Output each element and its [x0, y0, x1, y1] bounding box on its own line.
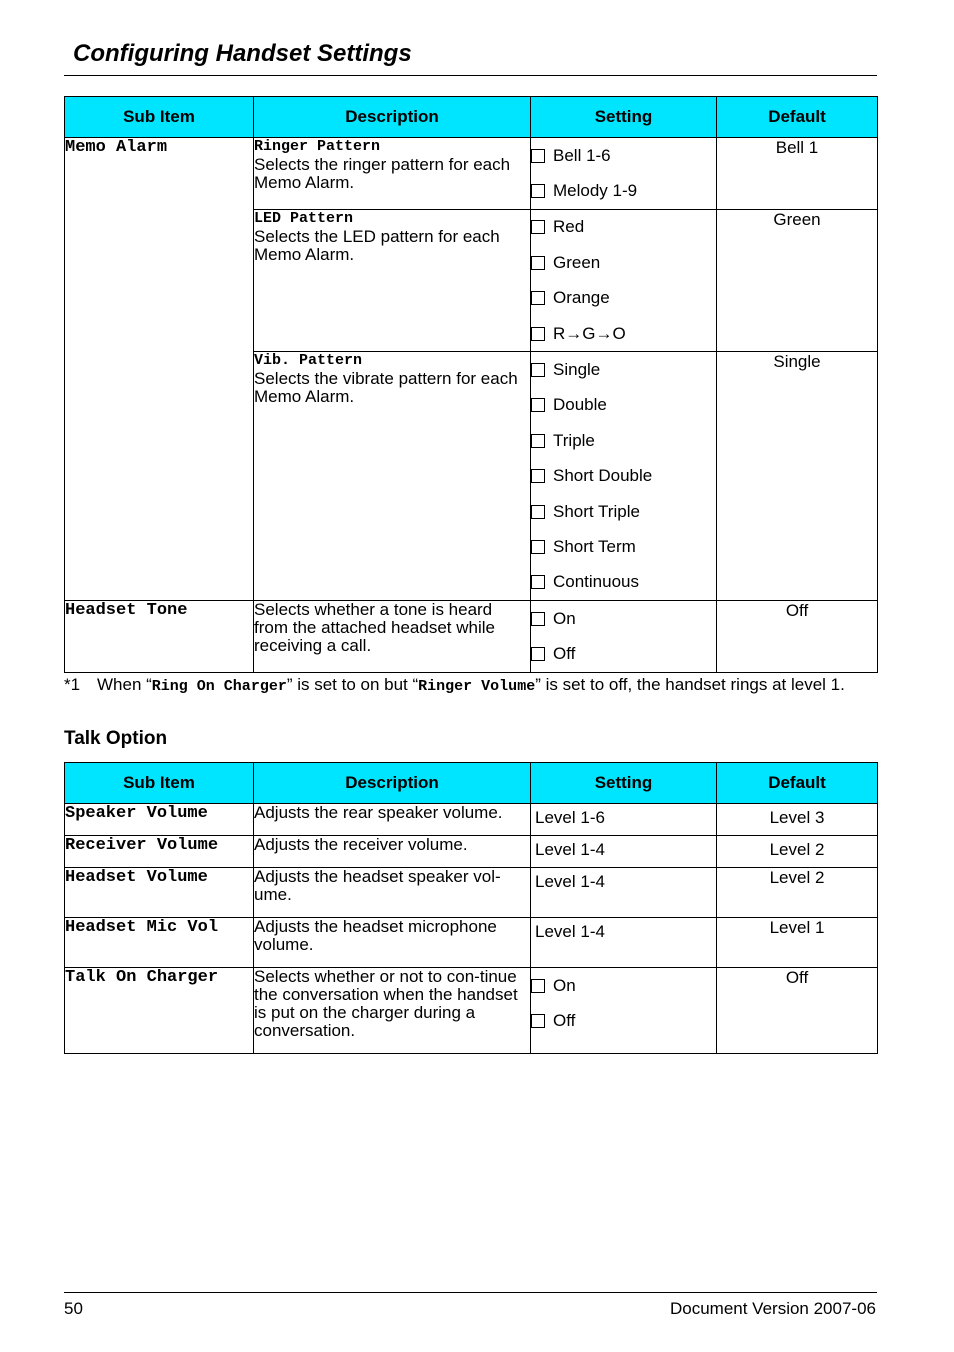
option[interactable] [531, 173, 716, 208]
column-header-default: Default [717, 97, 878, 138]
sub-item-memo-alarm: Memo Alarm [65, 138, 254, 601]
checkbox[interactable] [531, 505, 545, 519]
table-row [65, 868, 878, 918]
title-rule [64, 75, 877, 76]
checkbox[interactable] [531, 184, 545, 198]
table-row [65, 138, 878, 210]
footnote-text-part: When “ [97, 675, 152, 694]
checkbox[interactable] [531, 220, 545, 234]
page-title: Configuring Handset Settings [73, 40, 412, 67]
option[interactable] [531, 138, 716, 173]
setting-options [531, 601, 717, 673]
section-title: Talk Option [64, 728, 168, 749]
checkbox[interactable] [531, 647, 545, 661]
column-header-description: Description [254, 763, 531, 804]
default-value: Bell 1 [717, 138, 878, 210]
setting-options [531, 352, 717, 601]
option[interactable] [531, 352, 716, 387]
footnote-mark: *1 [64, 675, 81, 694]
option[interactable] [531, 245, 716, 280]
option[interactable] [531, 565, 716, 600]
option[interactable] [531, 423, 716, 458]
sub-item-headset-tone: Headset Tone [65, 601, 254, 673]
footnote-text [97, 674, 877, 697]
item-name: LED Pattern [254, 209, 354, 227]
sub-item: Speaker Volume [65, 804, 254, 836]
description-cell [254, 138, 531, 210]
checkbox[interactable] [531, 612, 545, 626]
default-value: Off [717, 601, 878, 673]
description-cell: Adjusts the rear speaker volume. [254, 804, 531, 836]
description-cell [254, 601, 531, 673]
default-value: Single [717, 352, 878, 601]
checkbox[interactable] [531, 363, 545, 377]
column-header-sub-item: Sub Item [65, 97, 254, 138]
item-description: Selects the vibrate pattern for each Memo Alarm. [254, 369, 518, 407]
setting-value: Level 1-4 [531, 918, 717, 968]
default-value: Green [717, 209, 878, 352]
item-name: Vib. Pattern [254, 352, 363, 370]
default-value: Level 2 [717, 836, 878, 868]
column-header-description: Description [254, 97, 531, 138]
footer-rule [64, 1292, 877, 1293]
column-header-default: Default [717, 763, 878, 804]
option[interactable] [531, 1003, 716, 1038]
footnote-code: Ringer Volume [418, 678, 536, 695]
description-cell: Adjusts the headset microphone volume. [254, 918, 531, 968]
option-label: Orange [553, 288, 610, 308]
option[interactable] [531, 494, 716, 529]
option[interactable] [531, 388, 716, 423]
option-label: Short Term [553, 536, 636, 556]
sub-item: Receiver Volume [65, 836, 254, 868]
option-label: Short Double [553, 466, 653, 486]
option-label: R→G→O [553, 323, 626, 343]
setting-value: Level 1-6 [531, 804, 717, 836]
default-value: Level 2 [717, 868, 878, 918]
header-row [65, 763, 878, 804]
document-version: Document Version 2007-06 [669, 1299, 876, 1318]
setting-value: Level 1-4 [531, 836, 717, 868]
table-row [65, 601, 878, 673]
item-name: Ringer Pattern [254, 138, 381, 155]
checkbox[interactable] [531, 256, 545, 270]
option-label: Double [553, 395, 607, 415]
table-row [65, 804, 878, 836]
description-cell: Selects whether or not to con-tinue the conversation when the handset is put on the charger during a conversation. [254, 968, 531, 1054]
option-label: Off [553, 1011, 576, 1031]
option[interactable] [531, 281, 716, 316]
setting-value: Level 1-4 [531, 868, 717, 918]
default-value: Level 3 [717, 804, 878, 836]
table-row [65, 836, 878, 868]
column-header-sub-item: Sub Item [65, 763, 254, 804]
checkbox[interactable] [531, 469, 545, 483]
sub-item: Headset Volume [65, 868, 254, 918]
footnote-text-part: ” is set to off, the handset rings at level 1. [535, 675, 845, 694]
checkbox[interactable] [531, 149, 545, 163]
column-header-setting: Setting [531, 97, 717, 138]
option-label: Bell 1-6 [553, 145, 611, 165]
checkbox[interactable] [531, 540, 545, 554]
sub-item-talk-on-charger: Talk On Charger [65, 968, 254, 1054]
header-row [65, 97, 878, 138]
checkbox[interactable] [531, 979, 545, 993]
option-label: Melody 1-9 [553, 181, 638, 201]
memo-alarm-table [64, 96, 878, 673]
item-description: Selects whether a tone is heard from the attached headset while receiving a call. [254, 600, 495, 656]
checkbox[interactable] [531, 327, 545, 341]
default-value: Level 1 [717, 918, 878, 968]
table-row [65, 918, 878, 968]
description-cell [254, 209, 531, 352]
option-label: Continuous [553, 572, 640, 592]
checkbox[interactable] [531, 291, 545, 305]
description-cell: Adjusts the receiver volume. [254, 836, 531, 868]
option-label: Green [553, 252, 601, 272]
footnote-code: Ring On Charger [151, 678, 287, 695]
table-row [65, 968, 878, 1054]
option-label: Red [553, 217, 585, 237]
option-label: On [553, 608, 576, 628]
checkbox[interactable] [531, 398, 545, 412]
description-cell [254, 352, 531, 601]
checkbox[interactable] [531, 1014, 545, 1028]
item-description: Selects the ringer pattern for each Memo Alarm. [254, 155, 511, 192]
option-label: Triple [553, 430, 595, 450]
setting-options [531, 138, 717, 210]
checkbox[interactable] [531, 575, 545, 589]
option[interactable] [531, 210, 716, 245]
option-label: Single [553, 360, 601, 380]
footnote-text-part: ” is set to on but “ [286, 675, 419, 694]
option[interactable] [531, 601, 716, 636]
setting-options [531, 209, 717, 352]
option-label: On [553, 975, 576, 995]
checkbox[interactable] [531, 434, 545, 448]
option[interactable] [531, 316, 716, 351]
setting-options [531, 968, 717, 1054]
option-label: Short Triple [553, 501, 640, 521]
default-value: Off [717, 968, 878, 1054]
sub-item: Headset Mic Vol [65, 918, 254, 968]
option[interactable] [531, 968, 716, 1003]
item-description: Selects the LED pattern for each Memo Alarm. [254, 226, 500, 264]
option[interactable] [531, 529, 716, 564]
option[interactable] [531, 459, 716, 494]
talk-option-table [64, 762, 878, 1054]
page-number: 50 [64, 1299, 83, 1318]
description-cell: Adjusts the headset speaker vol-ume. [254, 868, 531, 918]
option[interactable] [531, 636, 716, 671]
column-header-setting: Setting [531, 763, 717, 804]
option-label: Off [553, 644, 576, 664]
